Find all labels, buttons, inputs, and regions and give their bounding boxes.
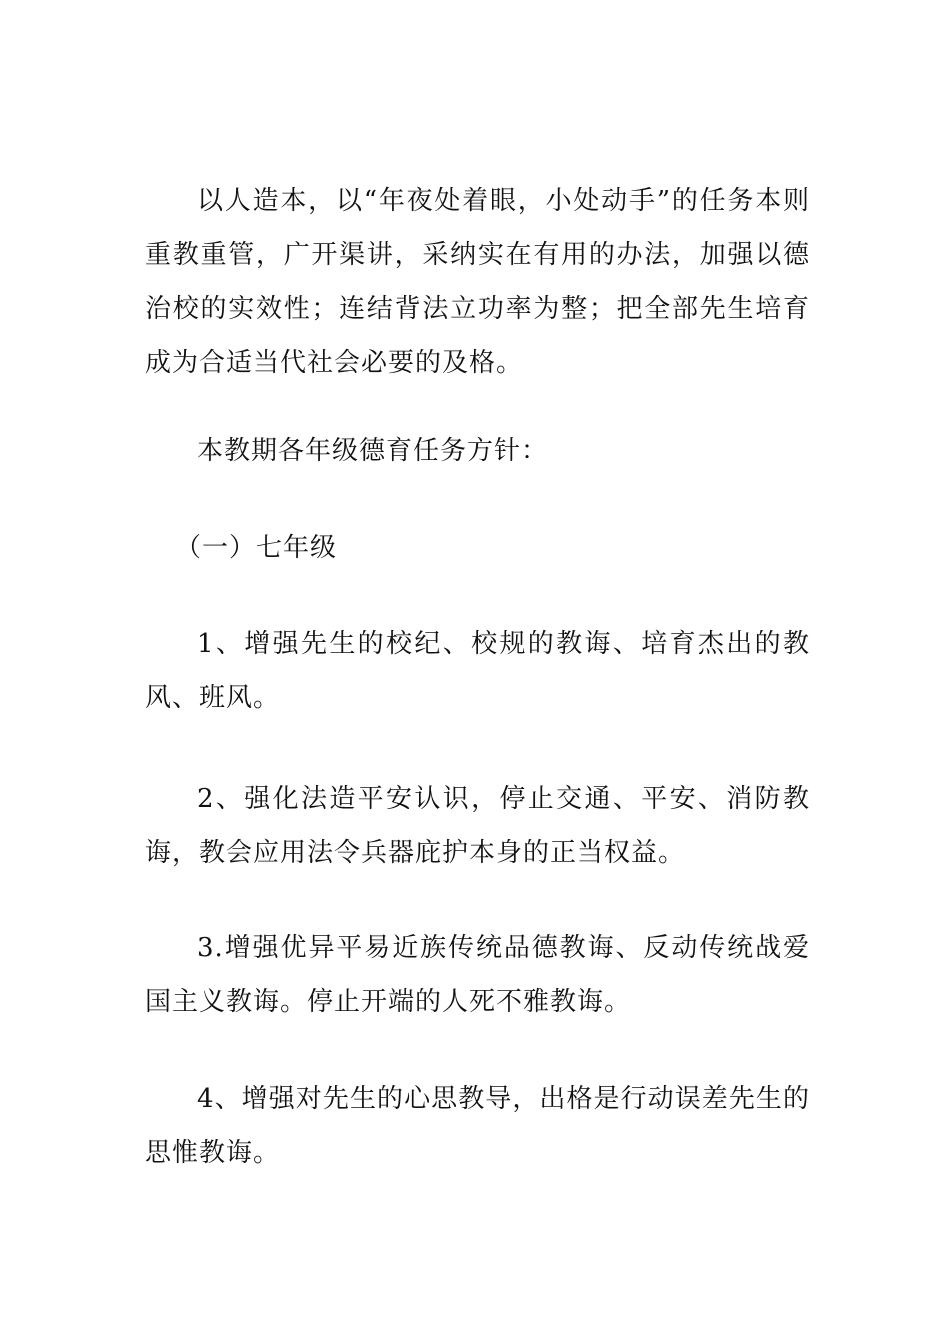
- list-item-4: 4、增强对先生的心思教导，出格是行动误差先生的思惟教诲。: [145, 1084, 810, 1168]
- list-item-2: 2、强化法造平安认识，停止交通、平安、消防教诲，教会应用法令兵器庇护本身的正当权益。: [145, 784, 810, 868]
- section-heading-grade-seven: （一）七年级: [175, 533, 338, 563]
- list-item-3: 3.增强优异平易近族传统品德教诲、反动传统战爱国主义教诲。停止开端的人死不雅教诲。: [145, 933, 810, 1017]
- list-item-1: 1、增强先生的校纪、校规的教诲、培育杰出的教风、班风。: [145, 629, 810, 713]
- paragraph-intro: 以人造本，以“年夜处着眼，小处动手”的任务本则重教重管，广开渠讲，采纳实在有用的办法，加强以德治校的实效性；连结背法立功率为整；把全部先生培育成为合适当代社会必要的及格。: [145, 186, 810, 378]
- paragraph-goals-heading: 本教期各年级德育任务方针：: [197, 436, 549, 466]
